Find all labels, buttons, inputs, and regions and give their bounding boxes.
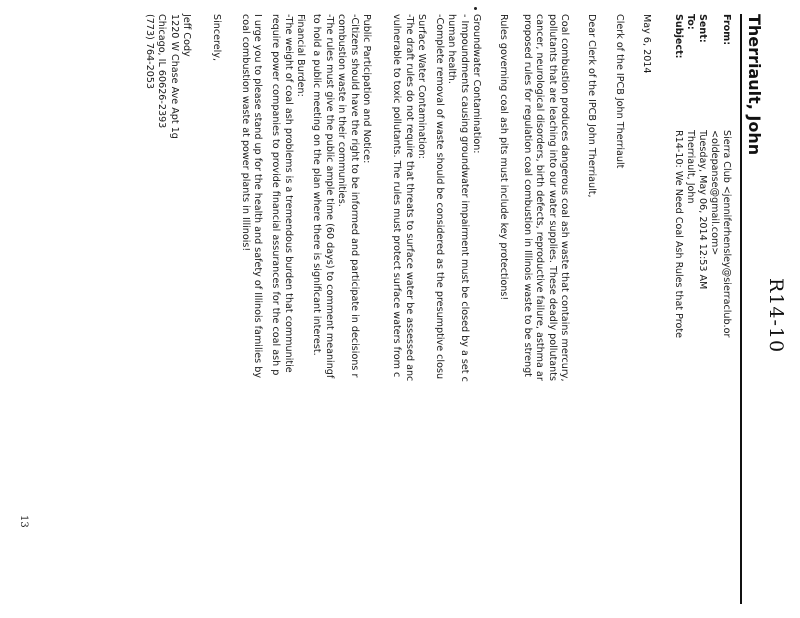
- surface-water-line: -The draft rules do not require that threats to surface water be assessed anc: [403, 14, 415, 382]
- signature-block: [142, 14, 192, 139]
- rules-intro: Rules governing coal ash pits must include key protections!: [498, 14, 509, 301]
- participation-line: to hold a public meeting on the plan where there is significant interest.: [311, 14, 323, 356]
- from-value-line-1: Sierra Club <jenniferhensley@sierraclub.or: [721, 130, 732, 338]
- surface-water-line: vulnerable to toxic pollutants. The rules must protect surface waters from c: [391, 14, 403, 378]
- signer-address-line-1: 1220 W Chase Ave Apt 1g: [168, 14, 180, 139]
- subject-value: R14-10: We Need Coal Ash Rules that Prote: [673, 130, 684, 339]
- participation-line: -The rules must give the public ample time (60 days) to comment meaningf: [323, 14, 335, 379]
- public-participation-section: [310, 14, 372, 378]
- sent-label: Sent:: [697, 14, 708, 43]
- sent-value: Tuesday, May 06, 2014 12:53 AM: [697, 130, 708, 290]
- groundwater-line: human health.: [446, 14, 458, 84]
- subject-label: Subject:: [673, 14, 684, 59]
- closing-line: I urge you to please stand up for the health and safety of Illinois families by: [252, 14, 263, 379]
- participation-line: combustion waste in their communities.: [336, 14, 348, 207]
- closing-line: coal combustion waste at power plants in Illinois!: [239, 14, 251, 252]
- from-value-line-2: <oldepanse@gmail.com>: [709, 130, 720, 256]
- letter-date: May 6, 2014: [641, 14, 652, 74]
- intro-paragraph: [520, 14, 570, 382]
- from-label: From:: [721, 14, 732, 46]
- intro-line: proposed rules for regulation coal combustion in Illinois waste to be strengt: [521, 14, 533, 377]
- intro-line: Coal combustion produces dangerous coal ash waste that contains mercury,: [559, 14, 570, 382]
- letter-salutation: Dear Clerk of the IPCB John Therriault,: [586, 14, 597, 198]
- financial-line: -The weight of coal ash problems is a tremendous burden that communitie: [282, 14, 294, 373]
- sender-name: Therriault, John: [745, 14, 764, 156]
- header-divider: [740, 14, 742, 604]
- signer-address-line-2: Chicago, IL 60626-2393: [156, 14, 168, 129]
- financial-line: require power companies to provide financial assurances for the coal ash p: [270, 14, 282, 376]
- intro-line: cancer, neurological disorders, birth defects, reproductive failure, asthma ar: [534, 14, 546, 381]
- groundwater-section: [432, 14, 496, 382]
- surface-water-section: [390, 14, 427, 381]
- participation-heading: Public Participation and Notice:: [361, 14, 372, 164]
- signoff: Sincerely,: [211, 14, 222, 62]
- signer-phone: (773) 764-2053: [143, 14, 155, 90]
- groundwater-line: -Complete removal of waste should be considered as the presumptive closu: [433, 14, 445, 380]
- surface-water-heading: Surface Water Contamination:: [416, 14, 427, 159]
- groundwater-line: - Impoundments causing groundwater impairment must be closed by a set c: [458, 14, 470, 382]
- participation-line: -Citizens should have the right to be informed and participate in decisions r: [348, 14, 360, 378]
- intro-line: pollutants that are leaching into our water supplies. These deadly pollutants: [546, 14, 558, 382]
- docket-title: R14-10: [765, 278, 787, 354]
- closing-paragraph: [238, 14, 263, 378]
- financial-burden-section: [269, 14, 306, 375]
- bullet-mark: [474, 7, 477, 10]
- page-number: 13: [18, 515, 29, 528]
- to-value: Therriault, John: [685, 130, 696, 204]
- financial-heading: Financial Burden:: [295, 14, 306, 97]
- letter-recipient: Clerk of the IPCB John Therriault: [614, 14, 625, 169]
- to-label: To:: [685, 14, 696, 30]
- signer-name: Jeff Cody: [181, 14, 192, 57]
- groundwater-heading: Groundwater Contamination:: [471, 14, 482, 154]
